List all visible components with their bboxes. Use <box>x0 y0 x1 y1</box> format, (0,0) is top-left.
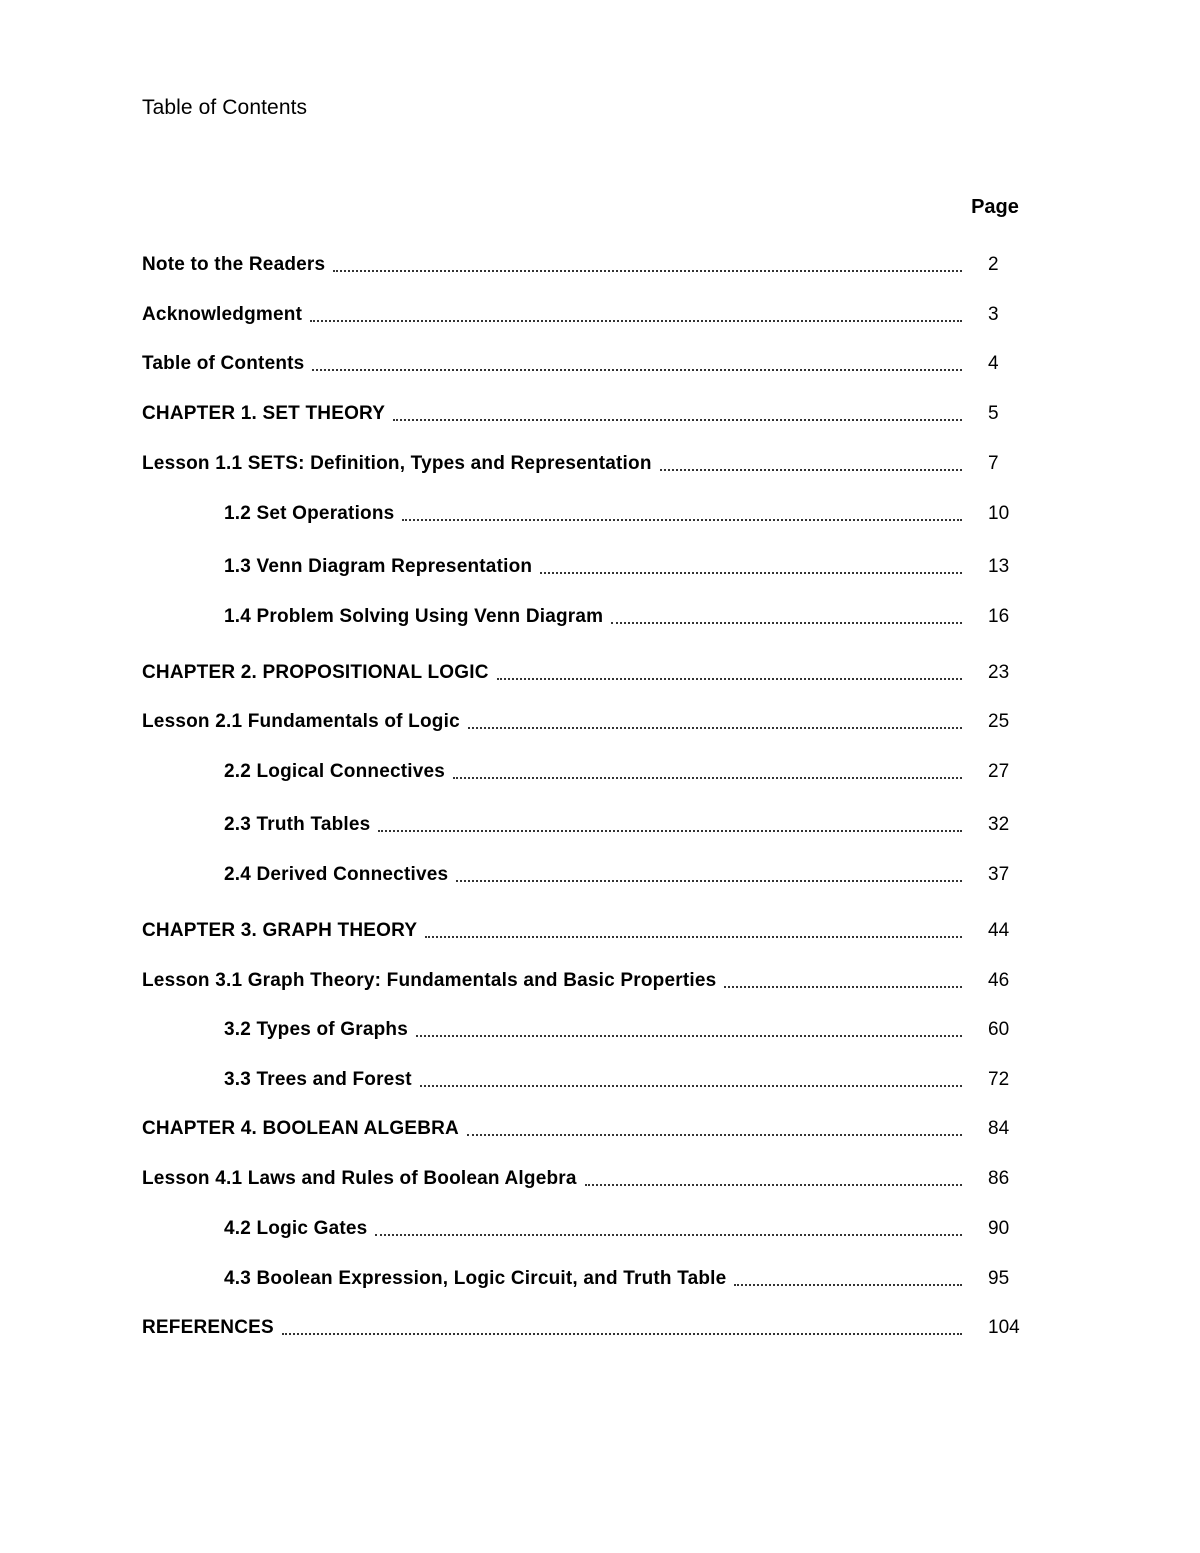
toc-entry-lesson-4-2 <box>142 1214 1032 1244</box>
toc-entry-lesson-1-2 <box>142 499 1032 529</box>
toc-entry-lesson-2-3 <box>142 810 1032 840</box>
dot-leader <box>378 830 962 832</box>
toc-entry-page: 2 <box>988 254 999 275</box>
toc-entry-label: 1.2 Set Operations <box>224 499 400 529</box>
toc-entry-lesson-2-4 <box>142 860 1032 890</box>
toc-entry-page: 44 <box>988 920 1010 941</box>
toc-entry-label: Lesson 4.1 Laws and Rules of Boolean Algebra <box>142 1164 583 1194</box>
page-column-header: Page <box>971 196 1019 218</box>
toc-entry-lesson-1-4 <box>142 602 1032 632</box>
toc-entry-page: 23 <box>988 662 1010 683</box>
toc-entry-page: 25 <box>988 711 1010 732</box>
toc-entry-lesson-2-1 <box>142 707 1032 737</box>
toc-entry-page: 7 <box>988 453 999 474</box>
toc-entry-page: 95 <box>988 1268 1010 1289</box>
toc-entry-lesson-2-2 <box>142 757 1032 787</box>
toc-entry-page: 60 <box>988 1019 1010 1040</box>
toc-entry-references <box>142 1313 1032 1343</box>
toc-entry-label: Lesson 3.1 Graph Theory: Fundamentals and Basic Properties <box>142 966 722 996</box>
toc-entry-chapter-4 <box>142 1114 1032 1144</box>
toc-entry-label: Lesson 2.1 Fundamentals of Logic <box>142 707 466 737</box>
toc-entry-note-to-readers <box>142 250 1032 280</box>
toc-entry-label: 4.3 Boolean Expression, Logic Circuit, and Truth Table <box>224 1264 732 1294</box>
dot-leader <box>310 320 962 322</box>
dot-leader <box>312 369 962 371</box>
toc-entry-label: CHAPTER 4. BOOLEAN ALGEBRA <box>142 1114 465 1144</box>
toc-entry-lesson-4-1 <box>142 1164 1032 1194</box>
toc-entry-lesson-3-2 <box>142 1015 1032 1045</box>
toc-entry-page: 84 <box>988 1118 1010 1139</box>
toc-entry-page: 90 <box>988 1218 1010 1239</box>
dot-leader <box>540 572 962 574</box>
toc-entry-page: 86 <box>988 1168 1010 1189</box>
toc-entry-lesson-3-3 <box>142 1065 1032 1095</box>
toc-entry-page: 5 <box>988 403 999 424</box>
toc-entry-lesson-1-3 <box>142 552 1032 582</box>
dot-leader <box>393 419 962 421</box>
toc-entry-label: 2.3 Truth Tables <box>224 810 376 840</box>
toc-entry-chapter-1 <box>142 399 1032 429</box>
dot-leader <box>425 936 962 938</box>
toc-entry-page: 37 <box>988 864 1010 885</box>
toc-entry-label: Acknowledgment <box>142 300 308 330</box>
dot-leader <box>734 1284 962 1286</box>
toc-entry-page: 16 <box>988 606 1010 627</box>
toc-entry-lesson-4-3 <box>142 1264 1032 1294</box>
toc-entry-page: 13 <box>988 556 1010 577</box>
toc-entry-label: 1.3 Venn Diagram Representation <box>224 552 538 582</box>
dot-leader <box>468 727 962 729</box>
dot-leader <box>420 1085 962 1087</box>
toc-entry-label: CHAPTER 3. GRAPH THEORY <box>142 916 423 946</box>
dot-leader <box>467 1134 962 1136</box>
toc-entry-page: 10 <box>988 503 1010 524</box>
toc-entry-chapter-3 <box>142 916 1032 946</box>
toc-entry-acknowledgment <box>142 300 1032 330</box>
toc-entry-label: 3.3 Trees and Forest <box>224 1065 418 1095</box>
dot-leader <box>333 270 962 272</box>
toc-entry-table-of-contents <box>142 349 1032 379</box>
toc-entry-label: Note to the Readers <box>142 250 331 280</box>
toc-entry-label: CHAPTER 1. SET THEORY <box>142 399 391 429</box>
toc-entry-page: 104 <box>988 1317 1020 1338</box>
dot-leader <box>724 986 962 988</box>
toc-entry-page: 46 <box>988 970 1010 991</box>
toc-entry-page: 32 <box>988 814 1010 835</box>
dot-leader <box>456 880 962 882</box>
toc-entry-label: 1.4 Problem Solving Using Venn Diagram <box>224 602 609 632</box>
dot-leader <box>375 1234 962 1236</box>
toc-entry-chapter-2 <box>142 658 1032 688</box>
toc-entry-lesson-1-1 <box>142 449 1032 479</box>
dot-leader <box>453 777 962 779</box>
toc-entry-page: 3 <box>988 304 999 325</box>
toc-entry-label: Table of Contents <box>142 349 310 379</box>
toc-entry-lesson-3-1 <box>142 966 1032 996</box>
toc-entry-label: Lesson 1.1 SETS: Definition, Types and Representation <box>142 449 658 479</box>
toc-entry-label: 4.2 Logic Gates <box>224 1214 373 1244</box>
toc-entry-page: 72 <box>988 1069 1010 1090</box>
dot-leader <box>611 622 962 624</box>
dot-leader <box>660 469 962 471</box>
toc-entry-label: CHAPTER 2. PROPOSITIONAL LOGIC <box>142 658 495 688</box>
dot-leader <box>585 1184 962 1186</box>
toc-entry-label: 2.4 Derived Connectives <box>224 860 454 890</box>
toc-entry-page: 4 <box>988 353 999 374</box>
dot-leader <box>402 519 962 521</box>
dot-leader <box>416 1035 962 1037</box>
dot-leader <box>497 678 962 680</box>
toc-entry-label: 3.2 Types of Graphs <box>224 1015 414 1045</box>
dot-leader <box>282 1333 962 1335</box>
toc-entry-label: 2.2 Logical Connectives <box>224 757 451 787</box>
page-title: Table of Contents <box>142 96 308 119</box>
toc-entry-page: 27 <box>988 761 1010 782</box>
toc-entry-label: REFERENCES <box>142 1313 280 1343</box>
